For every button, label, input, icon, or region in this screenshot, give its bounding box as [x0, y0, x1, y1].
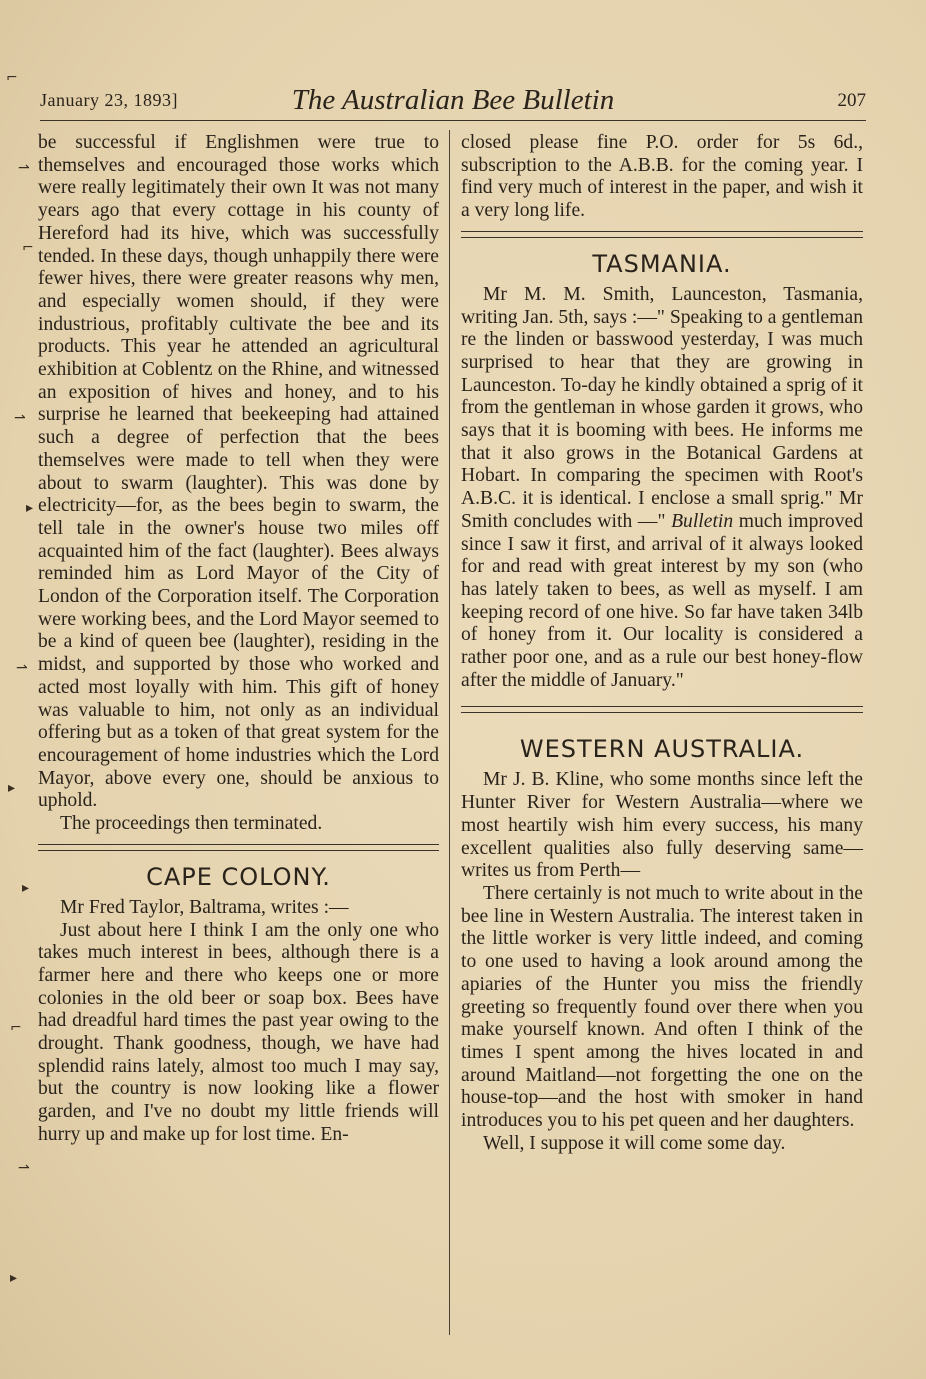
margin-mark: ⌐ — [22, 240, 34, 256]
margin-mark: ▸ — [8, 780, 16, 796]
margin-mark: ▸ — [26, 500, 34, 516]
publication-title: The Australian Bee Bulletin — [291, 84, 615, 116]
margin-mark: ▸ — [10, 1270, 18, 1286]
section-rule — [461, 231, 863, 238]
margin-mark: ⇀ — [16, 660, 28, 676]
tasmania-heading: TASMANIA. — [592, 249, 732, 278]
bulletin-italic: Bulletin — [671, 510, 734, 532]
margin-annotations — [0, 60, 36, 1360]
letter-continuation: closed please fine P.O. order for 5s 6d., subscription to the A.B.B. for the coming year. I find very much of interest in the paper, and wish it a very long life. — [461, 132, 863, 222]
page-header — [40, 86, 866, 121]
wa-closing: Well, I suppose it will come some day. — [483, 1132, 786, 1154]
margin-mark: ⇀ — [18, 160, 30, 176]
margin-mark: ▸ — [22, 880, 30, 896]
western-australia-heading: WESTERN AUSTRALIA. — [519, 735, 805, 764]
right-column — [461, 132, 863, 1155]
margin-mark: ⌐ — [6, 70, 18, 86]
cape-intro: Mr Fred Taylor, Baltrama, writes :— — [60, 896, 349, 918]
tasmania-letter — [461, 284, 863, 693]
margin-mark: ⌐ — [10, 1020, 22, 1036]
wa-letter: There certainly is not much to write about in the bee line in Western Australia. The interest taken in the little worker is very little indeed, and coming to one used to having a look around among the apiaries of the Hunter you miss the friendly greeting so frequently found over there when you make yourself known. And often I think of the times I spent among the hives located in and around Maitland—not forgetting the one on the house-top—and the host with smoker in hand introduces you to his pet queen and her daughters. — [461, 882, 863, 1132]
wa-intro: Mr J. B. Kline, who some months since left the Hunter River for Western Australia—where we most heartily wish him every success, his many excellent qualities also fully deserving same—writes us from Perth— — [461, 769, 863, 882]
section-rule — [461, 706, 863, 713]
left-column — [38, 132, 439, 1147]
margin-mark: ⇀ — [14, 410, 26, 426]
article-continuation: be successful if Englishmen were true to themselves and encouraged those works which were really legitimately their own It was not many years ago that every cottage in his county of Hereford had its hive, which was successfully tended. In these days, though unhappily there were fewer hives, there were greater reasons why men, and especially women should, if they were industrious, profitably cultivate the bee and its products. This year he attended an agricultural exhibition at Coblentz on the Rhine, and witnessed an exposition of hives and honey, and to his surprise he learned that beekeeping had attained such a degree of perfection that the bees themselves were made to tell when they were about to swarm (laughter). This was done by electricity—for, as the bees begin to swarm, the tell tale in the owner's house two miles off acquainted him of the fact (laughter). Bees always reminded him as Lord Mayor of the City of London of the Corporation itself. The Corporation were working bees, and the Lord Mayor seemed to be a kind of queen bee (laughter), residing in the midst, and supported by those who worked and acted most loyally with him. This gift of honey was valuable to him, not only as an individual offering but as a token of that great system for the encouragement of home industries which the Lord Mayor, above every one, should be anxious to uphold. — [38, 132, 439, 812]
page-number: 207 — [837, 90, 866, 111]
cape-letter: Just about here I think I am the only one who takes much interest in bees, although there is a farmer here and there who keeps one or more colonies in the old beer or soap box. Bees have had dreadful hard times the past year owing to the drought. Thank goodness, though, we have had splendid rains lately, almost too much I may say, but the country is now looking like a flower garden, and I've no doubt my little friends will hurry up and make up for lost time. En- — [38, 919, 439, 1145]
section-rule — [38, 844, 439, 851]
column-divider — [449, 130, 450, 1335]
tasmania-text: Mr M. M. Smith, Launceston, Tasmania, writing Jan. 5th, says :—" Speaking to a gentleman re the linden or basswood yesterday, I was much surprised to hear that they are growing in Launceston. To-day he kindly obtained a sprig of it from the gentleman in whose garden it grows, who says that it is booming with bees. He informs me that it also grows in the Botanical Gardens at Hobart. In comparing the specimen with Root's A.B.C. it is identical. I enclose a small sprig." Mr Smith concludes with —" — [461, 283, 863, 532]
cape-colony-heading: CAPE COLONY. — [146, 862, 331, 891]
issue-date: January 23, 1893] — [40, 90, 178, 110]
closing-line: The proceedings then terminated. — [60, 813, 323, 835]
tasmania-text-end: much improved since I saw it first, and arrival of it always looked for and read with great interest by my son (who has lately taken to bees, as well as myself. I am keeping record of one hive. So far have taken 34lb of honey from it. Our locality is considered a rather poor one, and as a rule our best honey-flow after the middle of January." — [461, 510, 864, 691]
margin-mark: ⇀ — [18, 1160, 30, 1176]
